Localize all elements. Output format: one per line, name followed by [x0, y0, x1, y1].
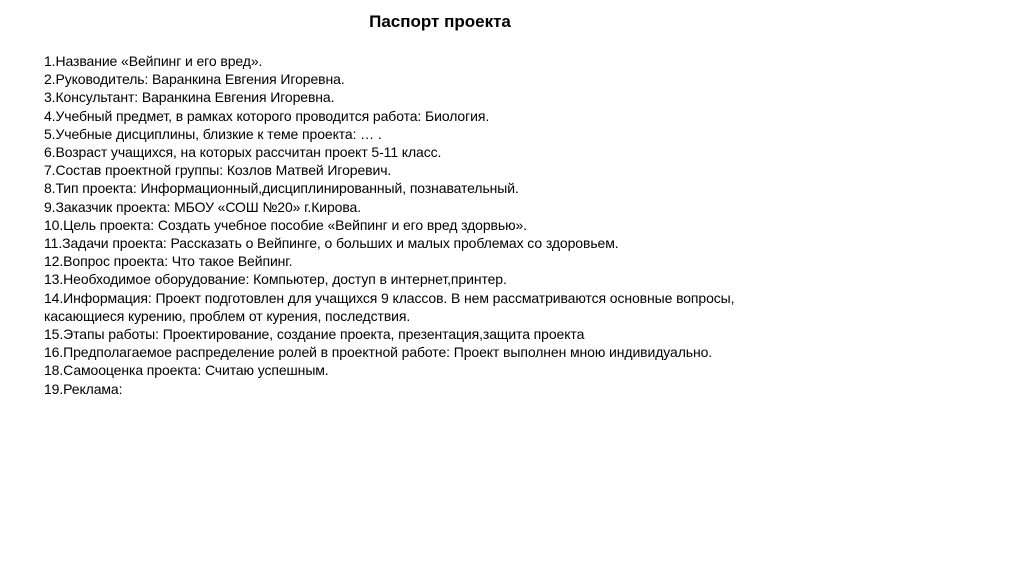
list-item: 19.Реклама: — [44, 380, 123, 397]
list-item: 3.Консультант: Варанкина Евгения Игоревна. — [44, 89, 335, 106]
list-item: 8.Тип проекта: Информационный,дисциплинированный, познавательный. — [44, 180, 519, 197]
list-item: 10.Цель проекта: Создать учебное пособие «Вейпинг и его вред здорвью». — [44, 216, 527, 233]
list-item: 5.Учебные дисциплины, близкие к теме проекта: … . — [44, 125, 382, 142]
project-passport-list — [44, 52, 734, 398]
list-item: 11.Задачи проекта: Рассказать о Вейпинге, о больших и малых проблемах со здоровьем. — [44, 235, 619, 252]
list-item: 9.Заказчик проекта: МБОУ «СОШ №20» г.Кирова. — [44, 198, 362, 215]
list-item: 16.Предполагаемое распределение ролей в проектной работе: Проект выполнен мною индивидуально. — [44, 344, 713, 361]
list-item: 2.Руководитель: Варанкина Евгения Игоревна. — [44, 71, 345, 88]
list-item: 13.Необходимое оборудование: Компьютер, доступ в интернет,принтер. — [44, 271, 507, 288]
list-item-continuation: касающиеся курению, проблем от курения, последствия. — [44, 307, 411, 324]
list-item: 6.Возраст учащихся, на которых рассчитан проект 5-11 класс. — [44, 144, 442, 161]
list-item: 4.Учебный предмет, в рамках которого проводится работа: Биология. — [44, 107, 490, 124]
list-item: 18.Самооценка проекта: Считаю успешным. — [44, 362, 329, 379]
list-item: 15.Этапы работы: Проектирование, создание проекта, презентация,защита проекта — [44, 326, 585, 343]
list-item: 14.Информация: Проект подготовлен для учащихся 9 классов. В нем рассматриваются основные вопросы, — [44, 289, 735, 306]
list-item: 1.Название «Вейпинг и его вред». — [44, 53, 263, 69]
list-item: 12.Вопрос проекта: Что такое Вейпинг. — [44, 253, 293, 270]
list-item: 7.Состав проектной группы: Козлов Матвей Игоревич. — [44, 162, 392, 179]
page-title: Паспорт проекта — [369, 12, 511, 31]
